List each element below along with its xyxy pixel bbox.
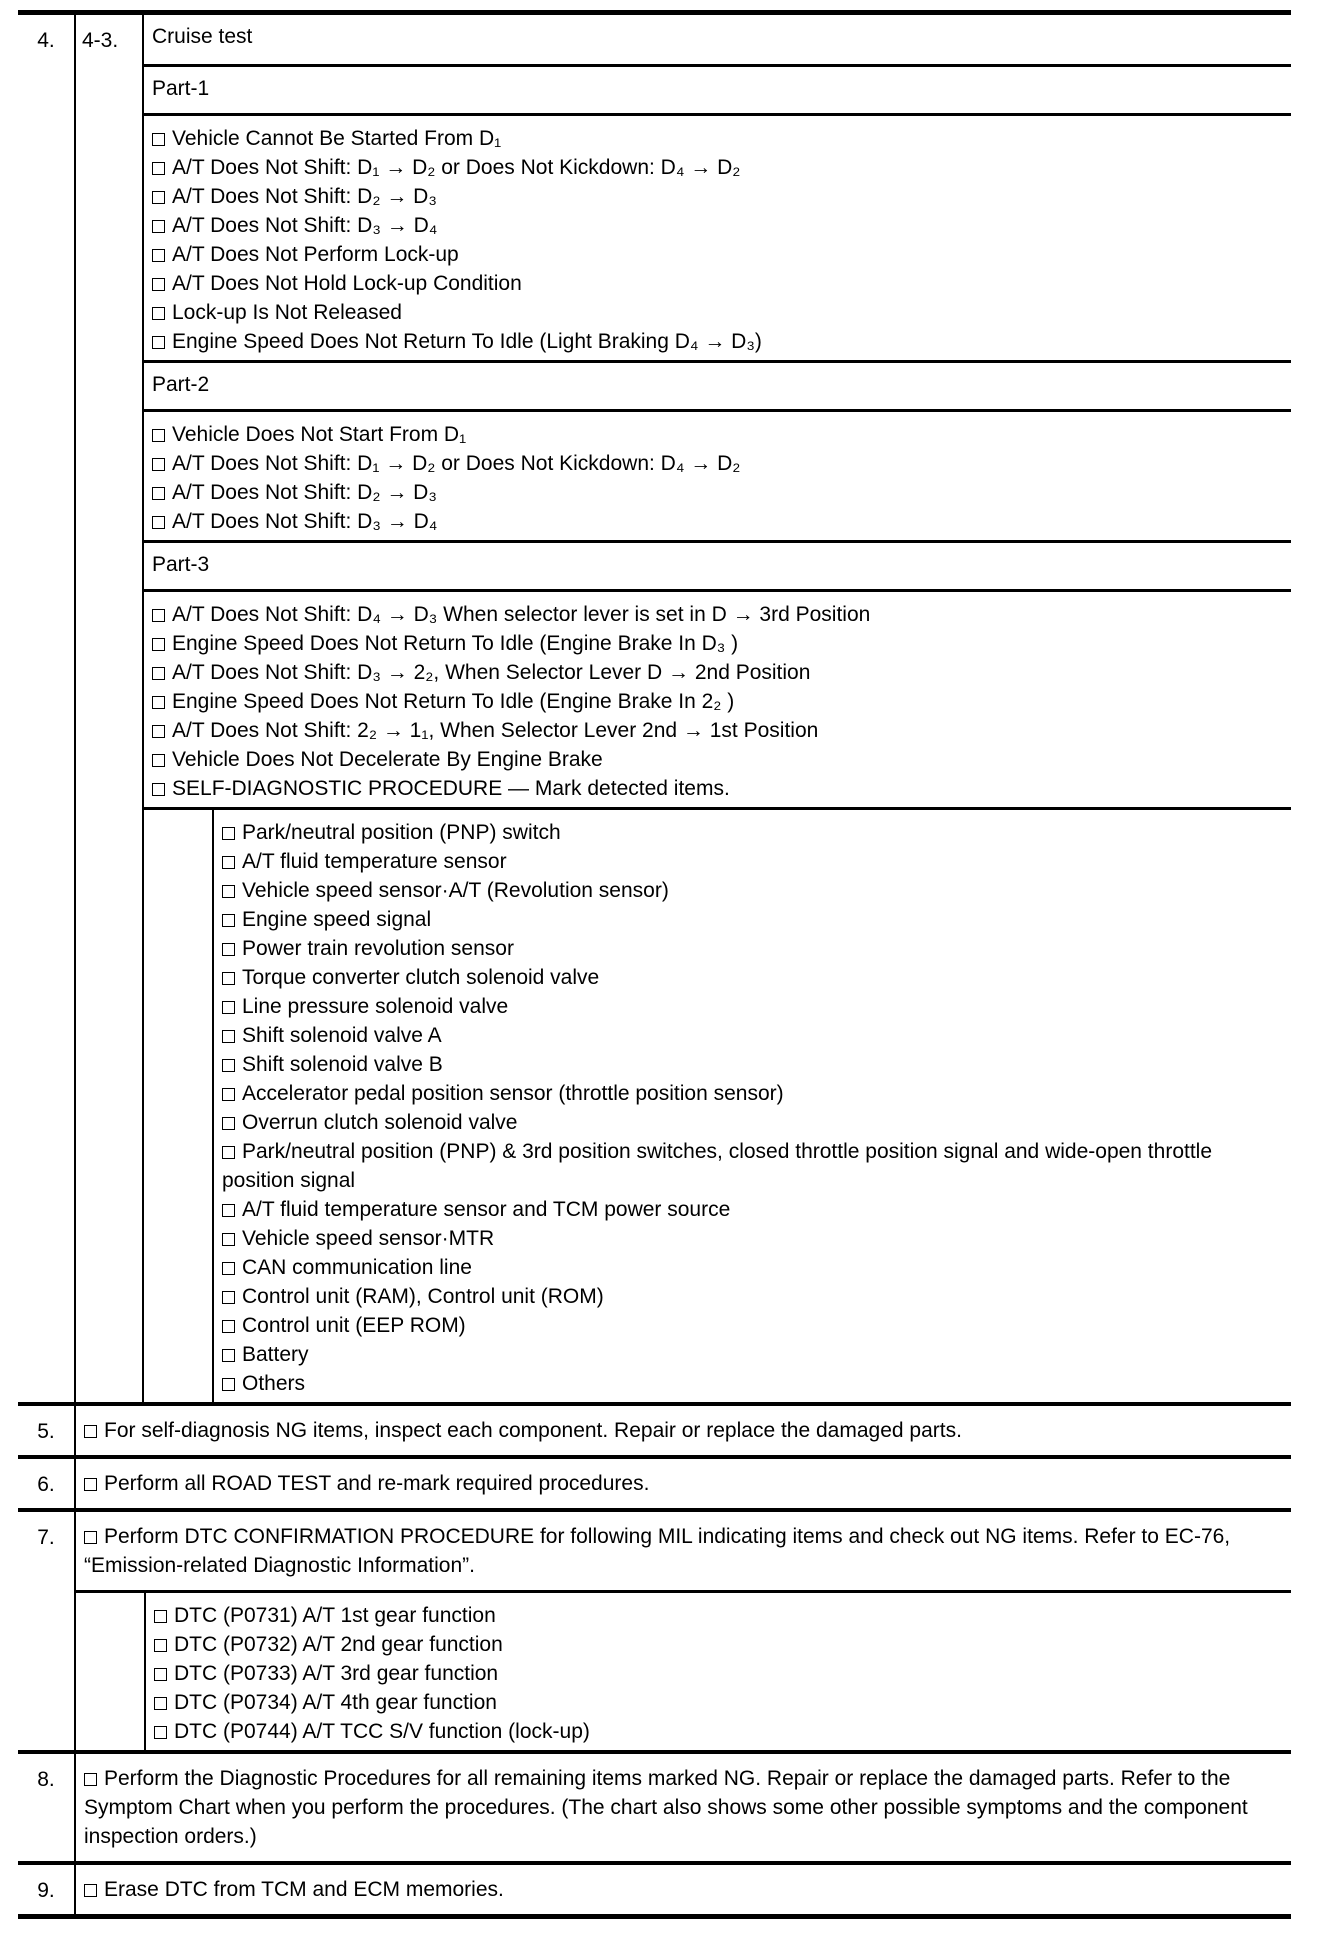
checkbox-icon[interactable] xyxy=(152,307,165,320)
checkbox-icon[interactable] xyxy=(222,1233,235,1246)
checkbox-icon[interactable] xyxy=(152,133,165,146)
diag-item[interactable]: Park/neutral position (PNP) & 3rd position switches, closed throttle position signal and wide-open throttle position signal xyxy=(222,1140,1213,1192)
step-number: 7. xyxy=(18,1512,76,1750)
dtc-list xyxy=(146,1593,1291,1750)
checkbox-icon[interactable] xyxy=(152,725,165,738)
checkbox-icon[interactable] xyxy=(222,943,235,956)
checkbox-icon[interactable] xyxy=(84,1478,97,1491)
checkbox-icon[interactable] xyxy=(222,856,235,869)
checkbox-icon[interactable] xyxy=(152,458,165,471)
checkbox-icon[interactable] xyxy=(152,249,165,262)
checklist-item[interactable]: A/T Does Not Shift: D₃ → 2₂, When Selector Lever D → 2nd Position xyxy=(152,658,1283,687)
part-3-label: Part-3 xyxy=(144,540,1291,589)
checklist-item[interactable]: For self-diagnosis NG items, inspect each component. Repair or replace the damaged parts. xyxy=(76,1406,1291,1455)
checklist-item[interactable]: Lock-up Is Not Released xyxy=(152,298,1283,327)
step-number: 9. xyxy=(18,1865,76,1914)
checkbox-icon[interactable] xyxy=(152,638,165,651)
diag-item[interactable]: A/T fluid temperature sensor and TCM power source xyxy=(222,1195,1283,1224)
checklist-item[interactable]: Engine Speed Does Not Return To Idle (Engine Brake In D₃ ) xyxy=(152,629,1283,658)
diag-item[interactable]: CAN communication line xyxy=(222,1253,1283,1282)
dtc-section xyxy=(76,1590,1291,1750)
step-5-row xyxy=(18,1402,1291,1455)
diag-item[interactable]: Vehicle speed sensor·MTR xyxy=(222,1224,1283,1253)
checkbox-icon[interactable] xyxy=(152,487,165,500)
diag-item[interactable]: Shift solenoid valve B xyxy=(222,1050,1283,1079)
checkbox-icon[interactable] xyxy=(152,516,165,529)
checklist-item[interactable]: Engine Speed Does Not Return To Idle (Light Braking D₄ → D₃) xyxy=(152,327,1283,356)
self-diagnostic-list xyxy=(214,810,1291,1402)
checkbox-icon[interactable] xyxy=(84,1884,97,1897)
checklist-item[interactable]: A/T Does Not Shift: D₁ → D₂ or Does Not Kickdown: D₄ → D₂ xyxy=(152,153,1283,182)
checkbox-icon[interactable] xyxy=(154,1726,167,1739)
diag-item[interactable]: Others xyxy=(222,1369,1283,1398)
step-6-row xyxy=(18,1455,1291,1508)
diag-item[interactable]: Control unit (EEP ROM) xyxy=(222,1311,1283,1340)
checkbox-icon[interactable] xyxy=(222,1146,235,1159)
checkbox-icon[interactable] xyxy=(222,1262,235,1275)
checkbox-icon[interactable] xyxy=(222,1030,235,1043)
part-1-label: Part-1 xyxy=(144,64,1291,113)
diag-item[interactable]: Accelerator pedal position sensor (throttle position sensor) xyxy=(222,1079,1283,1108)
diag-item[interactable]: Park/neutral position (PNP) switch xyxy=(222,818,1283,847)
step-8-row xyxy=(18,1750,1291,1861)
self-diagnostic-section xyxy=(144,807,1291,1402)
checkbox-icon[interactable] xyxy=(152,667,165,680)
diagnostic-worksheet-table xyxy=(18,10,1291,1919)
checklist-item[interactable]: Perform all ROAD TEST and re-mark required procedures. xyxy=(76,1459,1291,1508)
step-number: 8. xyxy=(18,1754,76,1861)
sub-step-number: 4-3. xyxy=(76,15,144,1402)
dtc-item[interactable]: DTC (P0744) A/T TCC S/V function (lock-up) xyxy=(154,1717,1283,1746)
checklist-item[interactable]: Vehicle Does Not Start From D₁ xyxy=(152,420,1283,449)
checkbox-icon[interactable] xyxy=(154,1639,167,1652)
section-title: Cruise test xyxy=(152,25,253,48)
dtc-item[interactable]: DTC (P0732) A/T 2nd gear function xyxy=(154,1630,1283,1659)
checkbox-icon[interactable] xyxy=(152,754,165,767)
checklist-item[interactable]: Erase DTC from TCM and ECM memories. xyxy=(76,1865,1291,1914)
diag-item[interactable]: Engine speed signal xyxy=(222,905,1283,934)
dtc-item[interactable]: DTC (P0733) A/T 3rd gear function xyxy=(154,1659,1283,1688)
checklist-item[interactable]: A/T Does Not Shift: D₃ → D₄ xyxy=(152,211,1283,240)
checkbox-icon[interactable] xyxy=(222,972,235,985)
checklist-item[interactable]: Vehicle Does Not Decelerate By Engine Brake xyxy=(152,745,1283,774)
step-4-row xyxy=(18,15,1291,1402)
checkbox-icon[interactable] xyxy=(152,783,165,796)
part-1-list xyxy=(144,113,1291,360)
checklist-item[interactable]: A/T Does Not Shift: D₂ → D₃ xyxy=(152,478,1283,507)
step-number: 6. xyxy=(18,1459,76,1508)
diag-item[interactable]: Control unit (RAM), Control unit (ROM) xyxy=(222,1282,1283,1311)
checkbox-icon[interactable] xyxy=(84,1425,97,1438)
checkbox-icon[interactable] xyxy=(152,429,165,442)
diag-item[interactable]: Overrun clutch solenoid valve xyxy=(222,1108,1283,1137)
checklist-item[interactable]: A/T Does Not Shift: D₃ → D₄ xyxy=(152,507,1283,536)
checkbox-icon[interactable] xyxy=(222,1291,235,1304)
dtc-item[interactable]: DTC (P0731) A/T 1st gear function xyxy=(154,1601,1283,1630)
checklist-item[interactable]: A/T Does Not Hold Lock-up Condition xyxy=(152,269,1283,298)
checkbox-icon[interactable] xyxy=(154,1697,167,1710)
checkbox-icon[interactable] xyxy=(152,278,165,291)
diag-item[interactable]: Power train revolution sensor xyxy=(222,934,1283,963)
checklist-item[interactable]: A/T Does Not Shift: 2₂ → 1₁, When Selector Lever 2nd → 1st Position xyxy=(152,716,1283,745)
part-3-list xyxy=(144,589,1291,807)
checkbox-icon[interactable] xyxy=(222,827,235,840)
checklist-item[interactable]: Perform the Diagnostic Procedures for all remaining items marked NG. Repair or replace the damaged parts. Refer to the Symptom Chart when you perform the procedures. (The chart also shows some other possible symptoms and the component inspection orders.) xyxy=(84,1767,1248,1848)
diag-item[interactable]: A/T fluid temperature sensor xyxy=(222,847,1283,876)
checklist-item[interactable]: SELF-DIAGNOSTIC PROCEDURE — Mark detected items. xyxy=(152,774,1283,803)
checklist-item[interactable]: Engine Speed Does Not Return To Idle (Engine Brake In 2₂ ) xyxy=(152,687,1283,716)
checkbox-icon[interactable] xyxy=(222,1320,235,1333)
checkbox-icon[interactable] xyxy=(222,1117,235,1130)
checkbox-icon[interactable] xyxy=(152,220,165,233)
checkbox-icon[interactable] xyxy=(222,1001,235,1014)
diag-item[interactable]: Line pressure solenoid valve xyxy=(222,992,1283,1021)
part-2-list xyxy=(144,409,1291,540)
checkbox-icon[interactable] xyxy=(222,1059,235,1072)
checkbox-icon[interactable] xyxy=(84,1531,97,1544)
diag-item[interactable]: Vehicle speed sensor·A/T (Revolution sensor) xyxy=(222,876,1283,905)
step-number: 4. xyxy=(18,15,76,1402)
diag-item[interactable]: Torque converter clutch solenoid valve xyxy=(222,963,1283,992)
checklist-item[interactable]: A/T Does Not Shift: D₄ → D₃ When selector lever is set in D → 3rd Position xyxy=(152,600,1283,629)
diag-item[interactable]: Battery xyxy=(222,1340,1283,1369)
diag-item[interactable]: Shift solenoid valve A xyxy=(222,1021,1283,1050)
checkbox-icon[interactable] xyxy=(152,191,165,204)
checkbox-icon[interactable] xyxy=(222,1088,235,1101)
checkbox-icon[interactable] xyxy=(154,1610,167,1623)
checkbox-icon[interactable] xyxy=(222,1378,235,1391)
step-number: 5. xyxy=(18,1406,76,1455)
checklist-item[interactable]: A/T Does Not Perform Lock-up xyxy=(152,240,1283,269)
step-9-row xyxy=(18,1861,1291,1914)
checkbox-icon[interactable] xyxy=(222,1204,235,1217)
checklist-item[interactable]: Vehicle Cannot Be Started From D₁ xyxy=(152,124,1283,153)
checklist-item[interactable]: A/T Does Not Shift: D₂ → D₃ xyxy=(152,182,1283,211)
checkbox-icon[interactable] xyxy=(152,696,165,709)
checkbox-icon[interactable] xyxy=(154,1668,167,1681)
dtc-item[interactable]: DTC (P0734) A/T 4th gear function xyxy=(154,1688,1283,1717)
checklist-item[interactable]: A/T Does Not Shift: D₁ → D₂ or Does Not Kickdown: D₄ → D₂ xyxy=(152,449,1283,478)
checkbox-icon[interactable] xyxy=(222,914,235,927)
part-2-label: Part-2 xyxy=(144,360,1291,409)
checkbox-icon[interactable] xyxy=(152,336,165,349)
step-7-row xyxy=(18,1508,1291,1750)
checkbox-icon[interactable] xyxy=(152,609,165,622)
checkbox-icon[interactable] xyxy=(84,1773,97,1786)
checkbox-icon[interactable] xyxy=(222,885,235,898)
checkbox-icon[interactable] xyxy=(222,1349,235,1362)
checkbox-icon[interactable] xyxy=(152,162,165,175)
checklist-item[interactable]: Perform DTC CONFIRMATION PROCEDURE for following MIL indicating items and check out NG items. Refer to EC-76, “Emission-related Diagnostic Information”. xyxy=(84,1525,1231,1577)
